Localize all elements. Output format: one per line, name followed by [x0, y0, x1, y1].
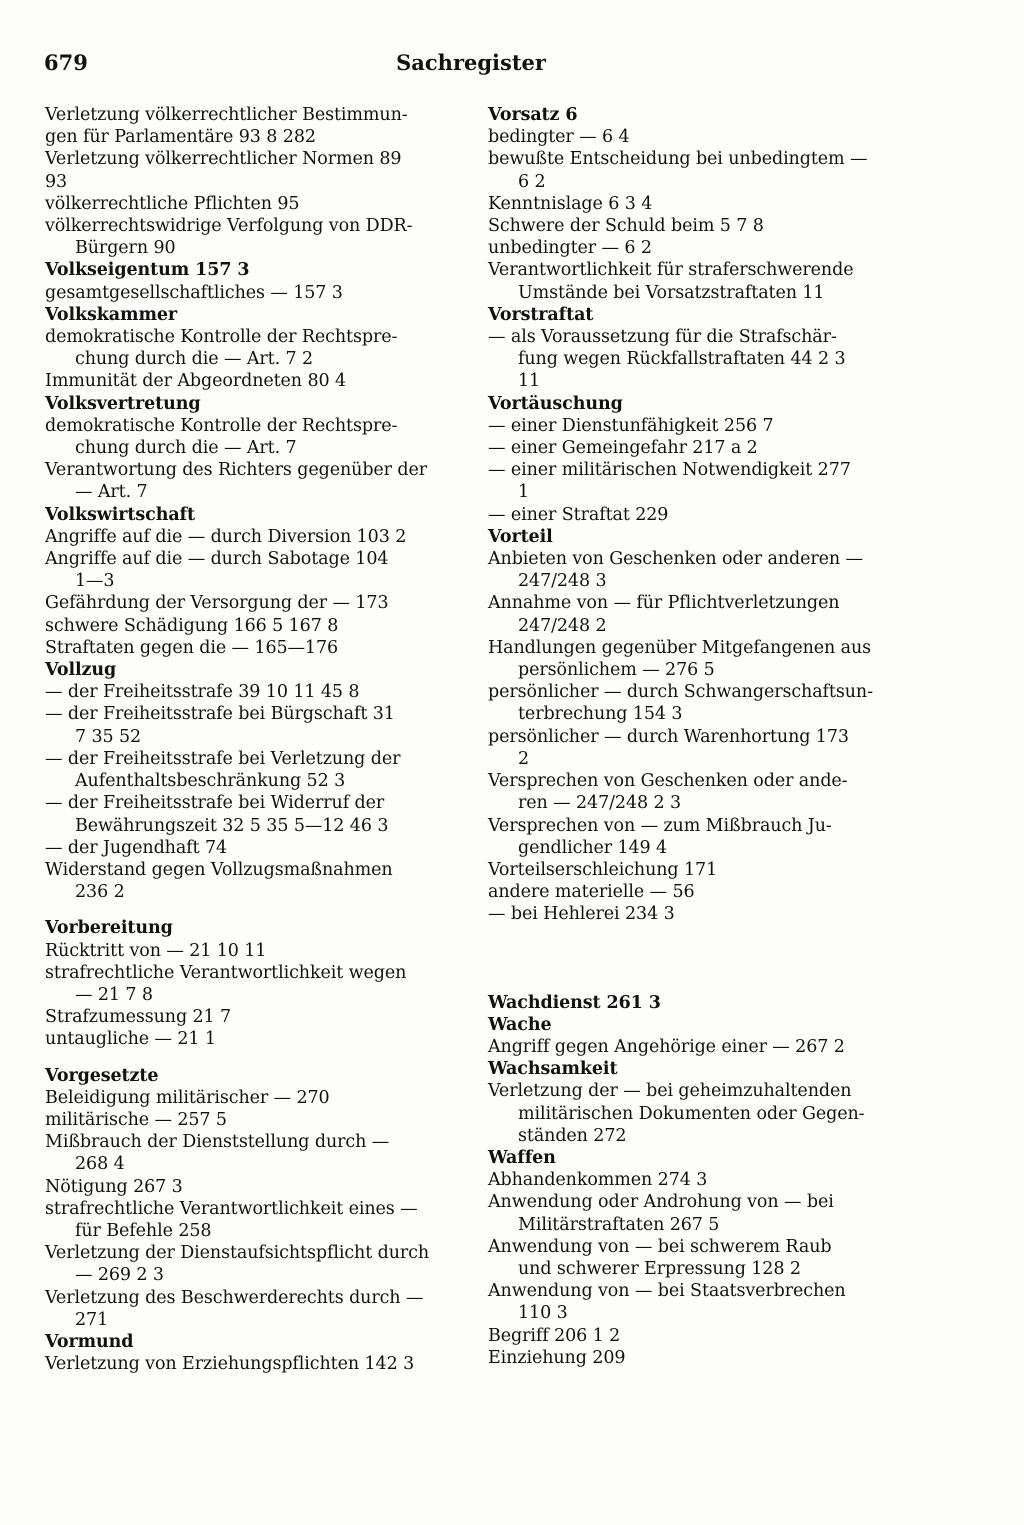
index-entry: 2	[518, 748, 530, 769]
index-entry: 247/248 3	[518, 571, 607, 592]
page-number: 679	[44, 50, 88, 75]
index-entry: Straftaten gegen die — 165—176	[45, 637, 339, 658]
index-entry: Bürgern 90	[75, 238, 176, 259]
index-entry: 247/248 2	[518, 615, 607, 636]
index-entry: — 269 2 3	[75, 1265, 164, 1286]
index-entry: Strafzumessung 21 7	[45, 1007, 232, 1028]
index-heading: Vortäuschung	[488, 393, 623, 414]
index-entry: Angriffe auf die — durch Diversion 103 2	[45, 526, 407, 547]
index-entry: Widerstand gegen Vollzugsmaßnahmen	[45, 859, 393, 880]
index-entry: andere materielle — 56	[488, 882, 695, 903]
index-entry: ren — 247/248 2 3	[518, 793, 682, 814]
index-entry: Verantwortlichkeit für straferschwerende	[488, 260, 854, 281]
index-entry: 11	[518, 371, 541, 392]
index-entry: Anwendung oder Androhung von — bei	[488, 1192, 834, 1213]
index-entry: völkerrechtswidrige Verfolgung von DDR-	[45, 216, 413, 237]
index-entry: Verletzung völkerrechtlicher Normen 89	[45, 149, 402, 170]
index-entry: 6 2	[518, 171, 546, 192]
index-entry: — als Voraussetzung für die Strafschär-	[488, 327, 837, 348]
index-entry: schwere Schädigung 166 5 167 8	[45, 615, 339, 636]
index-entry: persönlicher — durch Warenhortung 173	[488, 726, 849, 747]
index-heading: Vorsatz 6	[488, 105, 578, 125]
index-entry: Rücktritt von — 21 10 11	[45, 940, 267, 961]
index-entry: Schwere der Schuld beim 5 7 8	[488, 216, 764, 237]
index-heading: Wache	[488, 1014, 552, 1035]
section-gap	[45, 903, 460, 917]
index-heading: Volksvertretung	[45, 393, 201, 414]
index-entry: Verletzung des Beschwerderechts durch —	[45, 1287, 424, 1308]
index-entry: Anwendung von — bei Staatsverbrechen	[488, 1281, 846, 1302]
section-gap	[488, 926, 906, 992]
index-entry: Verletzung von Erziehungspflichten 142 3	[45, 1354, 415, 1375]
index-entry: gesamtgesellschaftliches — 157 3	[45, 282, 343, 303]
index-entry: demokratische Kontrolle der Rechtspre-	[45, 327, 398, 348]
index-entry: 271	[75, 1309, 109, 1330]
index-entry: Abhandenkommen 274 3	[488, 1170, 708, 1191]
index-entry: Beleidigung militärischer — 270	[45, 1087, 330, 1108]
page-title: Sachregister	[396, 50, 546, 75]
index-entry: 7 35 52	[75, 726, 142, 747]
index-entry: fung wegen Rückfallstraftaten 44 2 3	[518, 349, 846, 370]
index-entry: — 21 7 8	[75, 984, 153, 1005]
index-entry: terbrechung 154 3	[518, 704, 683, 725]
index-heading: Wachdienst 261 3	[488, 992, 661, 1013]
index-entry: Mißbrauch der Dienststellung durch —	[45, 1132, 390, 1153]
index-entry: — der Freiheitsstrafe bei Widerruf der	[45, 793, 385, 814]
index-entry: Versprechen von — zum Mißbrauch Ju-	[488, 815, 832, 836]
index-entry: chung durch die — Art. 7	[75, 438, 297, 459]
index-entry: Begriff 206 1 2	[488, 1325, 621, 1346]
index-entry: bedingter — 6 4	[488, 127, 630, 148]
index-entry: Verantwortung des Richters gegenüber der	[45, 460, 428, 481]
index-heading: Volkseigentum 157 3	[45, 260, 250, 281]
index-heading: Vormund	[45, 1331, 134, 1352]
index-entry: demokratische Kontrolle der Rechtspre-	[45, 415, 398, 436]
index-entry: — einer militärischen Notwendigkeit 277	[488, 460, 851, 481]
index-entry: Angriff gegen Angehörige einer — 267 2	[488, 1036, 845, 1057]
index-entry: 268 4	[75, 1154, 125, 1175]
index-entry: militärische — 257 5	[45, 1109, 227, 1130]
index-entry: Bewährungszeit 32 5 35 5—12 46 3	[75, 815, 389, 836]
index-entry: Immunität der Abgeordneten 80 4	[45, 371, 347, 392]
index-heading: Volkskammer	[45, 304, 178, 325]
index-heading: Vorstraftat	[488, 304, 594, 325]
index-entry: — bei Hehlerei 234 3	[488, 904, 675, 925]
page-header	[44, 50, 546, 80]
index-entry: ständen 272	[518, 1125, 627, 1146]
index-entry: Gefährdung der Versorgung der — 173	[45, 593, 389, 614]
index-heading: Vorgesetzte	[45, 1065, 159, 1086]
index-entry: völkerrechtliche Pflichten 95	[45, 193, 300, 214]
index-entry: militärischen Dokumenten oder Gegen-	[518, 1103, 865, 1124]
index-entry: untaugliche — 21 1	[45, 1029, 216, 1050]
index-entry: Anwendung von — bei schwerem Raub	[488, 1236, 832, 1257]
index-entry: 110 3	[518, 1303, 568, 1324]
index-entry: unbedingter — 6 2	[488, 238, 652, 259]
index-entry: strafrechtliche Verantwortlichkeit wegen	[45, 962, 407, 983]
index-heading: Volkswirtschaft	[45, 504, 195, 525]
index-entry: bewußte Entscheidung bei unbedingtem —	[488, 149, 868, 170]
index-entry: Nötigung 267 3	[45, 1176, 183, 1197]
index-entry: Verletzung der — bei geheimzuhaltenden	[488, 1081, 852, 1102]
index-entry: strafrechtliche Verantwortlichkeit eines —	[45, 1198, 418, 1219]
index-entry: gen für Parlamentäre 93 8 282	[45, 127, 316, 148]
index-entry: Umstände bei Vorsatzstraftaten 11	[518, 282, 825, 303]
index-entry: Einziehung 209	[488, 1347, 626, 1368]
index-entry: — der Freiheitsstrafe bei Bürgschaft 31	[45, 704, 395, 725]
index-entry: gendlicher 149 4	[518, 837, 668, 858]
index-entry: Verletzung völkerrechtlicher Bestimmun-	[45, 105, 408, 125]
index-entry: Angriffe auf die — durch Sabotage 104	[45, 549, 389, 570]
index-entry: Annahme von — für Pflichtverletzungen	[488, 593, 840, 614]
index-entry: 93	[45, 171, 68, 192]
index-entry: für Befehle 258	[75, 1220, 212, 1241]
section-gap	[45, 1051, 460, 1065]
index-entry: Handlungen gegenüber Mitgefangenen aus	[488, 637, 872, 658]
index-entry: — der Freiheitsstrafe 39 10 11 45 8	[45, 682, 360, 703]
index-entry: — der Jugendhaft 74	[45, 837, 228, 858]
index-entry: Militärstraftaten 267 5	[518, 1214, 720, 1235]
index-entry: 236 2	[75, 882, 125, 903]
index-entry: Versprechen von Geschenken oder ande-	[488, 771, 848, 792]
index-heading: Wachsamkeit	[488, 1059, 618, 1080]
index-entry: persönlichem — 276 5	[518, 660, 715, 681]
index-entry: 1—3	[75, 571, 115, 592]
index-entry: Vorteilserschleichung 171	[488, 859, 718, 880]
index-entry: chung durch die — Art. 7 2	[75, 349, 314, 370]
index-entry: Verletzung der Dienstaufsichtspflicht durch	[45, 1243, 430, 1264]
index-entry: — der Freiheitsstrafe bei Verletzung der	[45, 748, 401, 769]
index-column-right	[488, 104, 906, 1369]
index-entry: — einer Dienstunfähigkeit 256 7	[488, 415, 774, 436]
index-heading: Waffen	[488, 1147, 556, 1168]
index-entry: Aufenthaltsbeschränkung 52 3	[75, 771, 346, 792]
index-heading: Vollzug	[45, 660, 117, 681]
index-entry: — einer Gemeingefahr 217 a 2	[488, 438, 758, 459]
index-entry: persönlicher — durch Schwangerschaftsun-	[488, 682, 873, 703]
index-column-left	[45, 104, 460, 1375]
index-entry: 1	[518, 482, 530, 503]
index-entry: Kenntnislage 6 3 4	[488, 193, 653, 214]
index-entry: Anbieten von Geschenken oder anderen —	[488, 549, 863, 570]
index-heading: Vorteil	[488, 526, 553, 547]
index-heading: Vorbereitung	[45, 918, 173, 939]
index-entry: — einer Straftat 229	[488, 504, 669, 525]
index-entry: — Art. 7	[75, 482, 148, 503]
index-entry: und schwerer Erpressung 128 2	[518, 1258, 801, 1279]
